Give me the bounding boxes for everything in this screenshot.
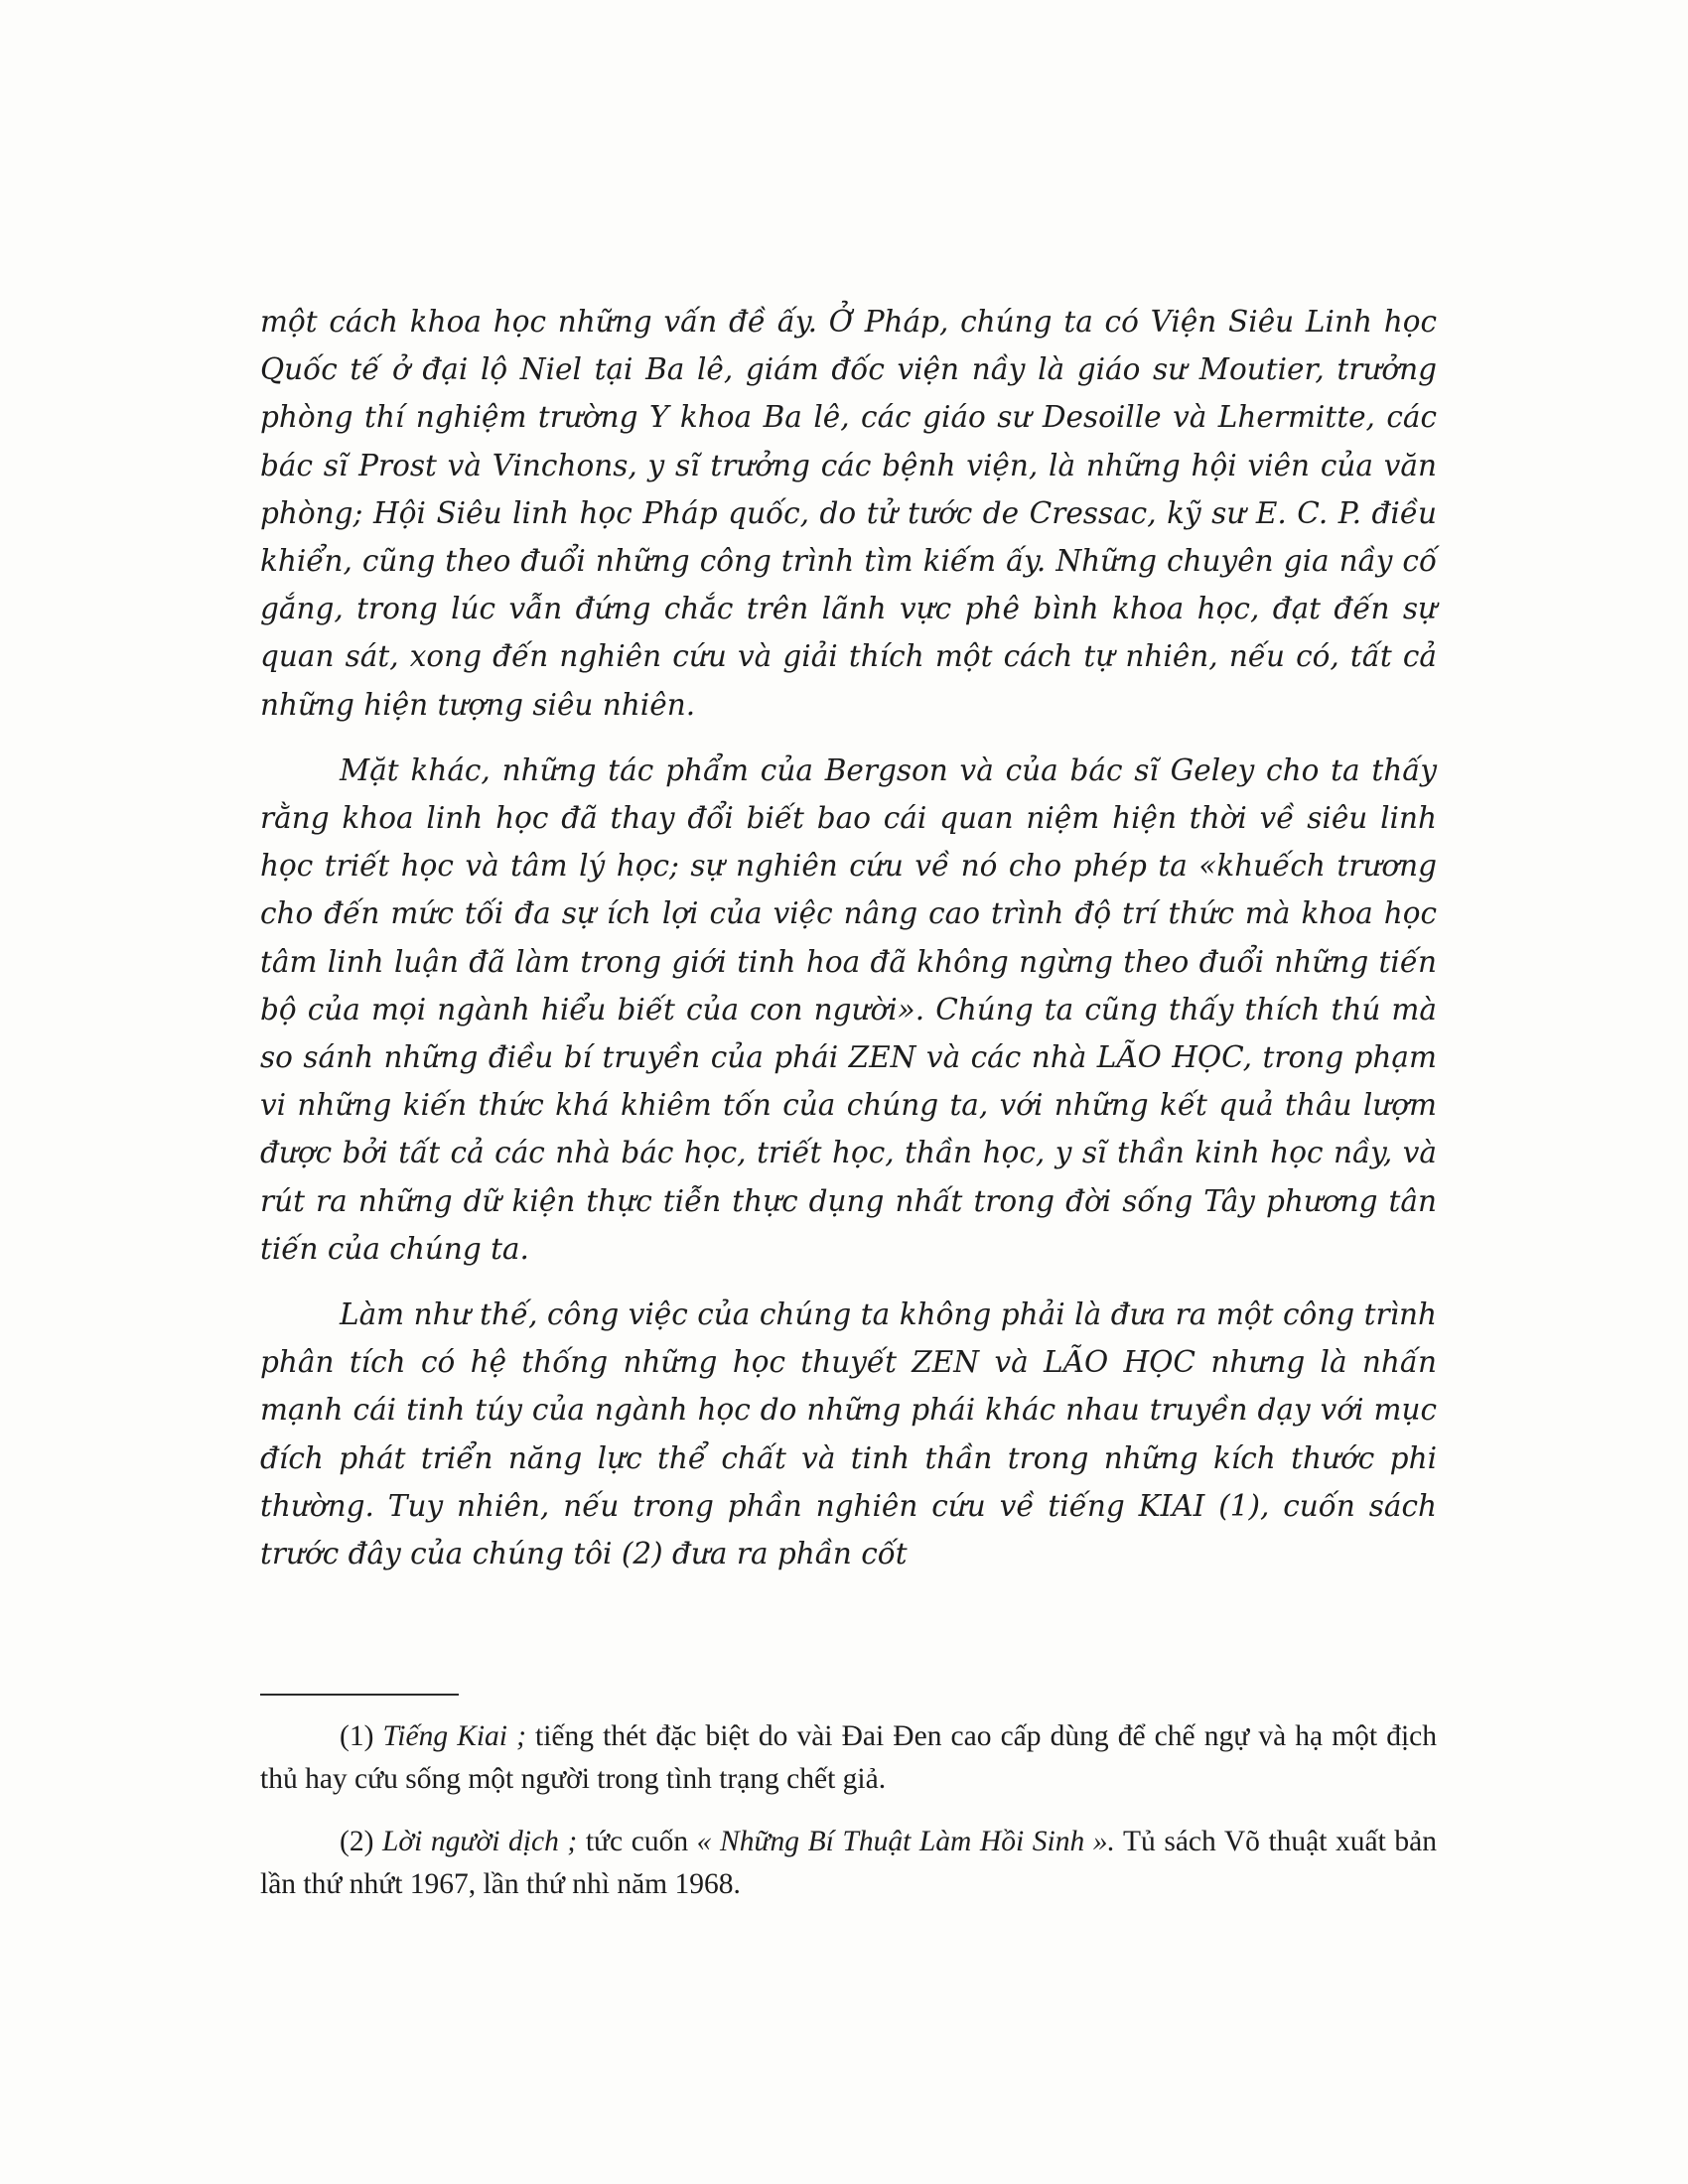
body-text xyxy=(260,298,1437,1577)
footnote-2-term: Lời người dịch ; xyxy=(382,1826,578,1857)
paragraph-3: Làm như thế, công việc của chúng ta không phải là đưa ra một công trình phân tích có hệ thống những học thuyết ZEN và LÃO HỌC nhưng là nhấn mạnh cái tinh túy của ngành học do những phái khác nhau truyền dạy với mục đích phát triển năng lực thể chất và tinh thần trong những kích thước phi thường. Tuy nhiên, nếu trong phần nghiên cứu về tiếng KIAI (1), cuốn sách trước đây của chúng tôi (2) đưa ra phần cốt xyxy=(260,1297,1437,1571)
paragraph-2: Mặt khác, những tác phẩm của Bergson và của bác sĩ Geley cho ta thấy rằng khoa linh học đã thay đổi biết bao cái quan niệm hiện thời về siêu linh học triết học và tâm lý học; sự nghiên cứu về nó cho phép ta «khuếch trương cho đến mức tối đa sự ích lợi của việc nâng cao trình độ trí thức mà khoa học tâm linh luận đã làm trong giới tinh hoa đã không ngừng theo đuổi những tiến bộ của mọi ngành hiểu biết của con người». Chúng ta cũng thấy thích thú mà so sánh những điều bí truyền của phái ZEN và các nhà LÃO HỌC, trong phạm vi những kiến thức khá khiêm tốn của chúng ta, với những kết quả thâu lượm được bởi tất cả các nhà bác học, triết học, thần học, y sĩ thần kinh học nầy, và rút ra những dữ kiện thực tiễn thực dụng nhất trong đời sống Tây phương tân tiến của chúng ta. xyxy=(260,752,1437,1266)
footnote-2 xyxy=(260,1821,1437,1906)
paragraph-1: một cách khoa học những vấn đề ấy. Ở Pháp, chúng ta có Viện Siêu Linh học Quốc tế ở đại lộ Niel tại Ba lê, giám đốc viện nầy là giáo sư Moutier, trưởng phòng thí nghiệm trường Y khoa Ba lê, các giáo sư Desoille và Lhermitte, các bác sĩ Prost và Vinchons, y sĩ trưởng các bệnh viện, là những hội viên của văn phòng; Hội Siêu linh học Pháp quốc, do tử tước de Cressac, kỹ sư E. C. P. điều khiển, cũng theo đuổi những công trình tìm kiếm ấy. Những chuyên gia nầy cố gắng, trong lúc vẫn đứng chắc trên lãnh vực phê bình khoa học, đạt đến sự quan sát, xong đến nghiên cứu và giải thích một cách tự nhiên, nếu có, tất cả những hiện tượng siêu nhiên. xyxy=(260,305,1437,722)
footnote-2-number: (2) xyxy=(340,1826,374,1857)
footnote-2-book-title: « Những Bí Thuật Làm Hồi Sinh ». xyxy=(696,1826,1115,1857)
footnote-2-text-before: tức cuốn xyxy=(577,1826,697,1857)
footnote-1-term: Tiếng Kiai ; xyxy=(382,1720,526,1752)
footnote-divider xyxy=(260,1694,459,1696)
footnote-2-text: Tủ sách Võ thuật xuất bản lần thứ nhứt 1967, lần thứ nhì năm 1968. xyxy=(260,1826,1438,1900)
footnotes xyxy=(260,1715,1437,1906)
footnote-1-text: tiếng thét đặc biệt do vài Đai Đen cao cấp dùng để chế ngự và hạ một địch thủ hay cứu sống một người trong tình trạng chết giả. xyxy=(260,1720,1437,1795)
footnote-1-number: (1) xyxy=(340,1720,374,1752)
footnote-1 xyxy=(260,1715,1437,1801)
